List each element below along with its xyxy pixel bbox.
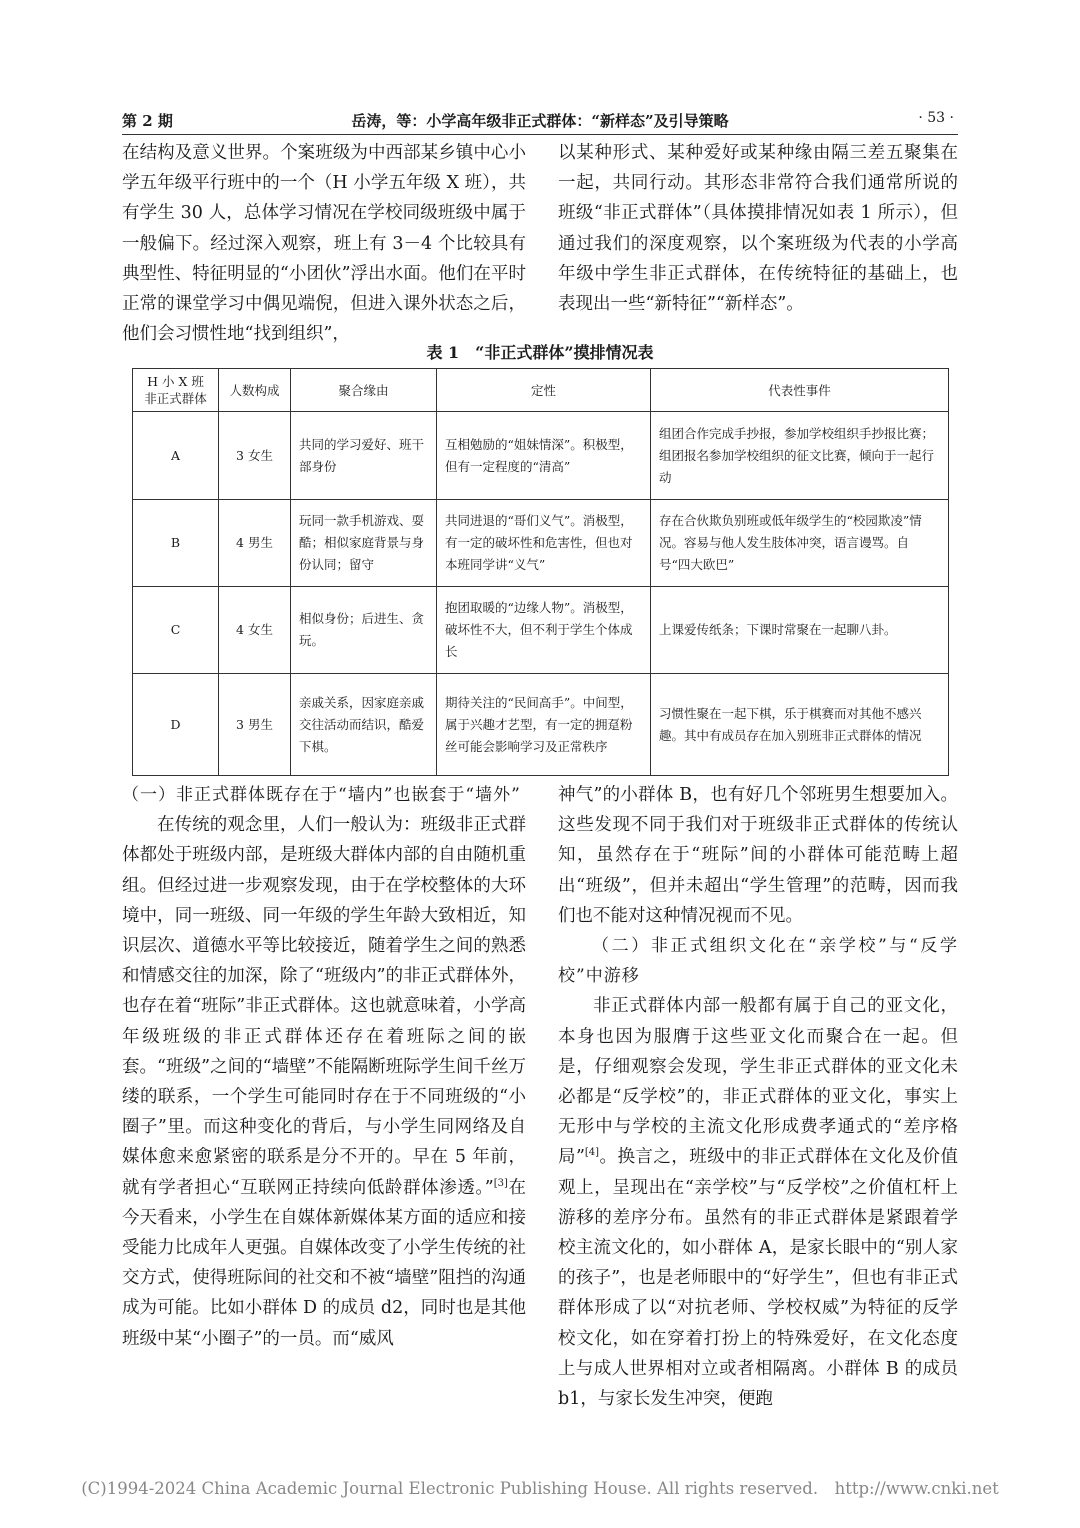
citation: [4]: [584, 1147, 600, 1159]
citation: [3]: [493, 1177, 508, 1189]
th-members: 人数构成: [219, 369, 291, 412]
cell-reason: 相似身份；后进生、贪玩。: [291, 587, 437, 674]
table-row: [133, 412, 949, 500]
para-text: 在今天看来，小学生在自媒体新媒体某方面的适应和接受能力比成年人更强。自媒体改变了小学生传统的社交方式，使得班际间的社交和不被“墙壁”阻挡的沟通成为可能。比如小群体 D 的成员 d2，同时也是其他班级中某“小圈子”的一员。而“威风: [122, 1177, 526, 1349]
table-row: [133, 500, 949, 587]
para-text: 。换言之，班级中的非正式群体在文化及价值观上，呈现出在“亲学校”与“反学校”之价值杠杆上游移的差序分布。虽然有的非正式群体是紧跟着学校主流文化的，如小群体 A，是家长眼中的“别人家的孩子”，也是老师眼中的“好学生”，但也有非正式群体形成了以“对抗老师、学校权威”为特征的反学校文化，如在穿着打扮上的特殊爱好，在文化态度上与成人世界相对立或者相隔离。小群体 B 的成员 b1，与家长发生冲突，便跑: [558, 1147, 959, 1410]
table-row: [133, 674, 949, 776]
cell-group: B: [133, 500, 219, 587]
body-right-column: [558, 780, 958, 1414]
cell-members: 3 男生: [219, 674, 291, 776]
cell-members: 4 男生: [219, 500, 291, 587]
para-text: 非正式群体内部一般都有属于自己的亚文化，本身也因为服膺于这些亚文化而聚合在一起。但是，仔细观察会发现，学生非正式群体的亚文化未必都是“反学校”的，非正式群体的亚文化，事实上无形中与学校的主流文化形成费孝通式的“差序格局”: [558, 996, 958, 1168]
top-right-column: [558, 138, 958, 319]
body-paragraph: [558, 991, 958, 1414]
section-heading-1: （一）非正式群体既存在于“墙内”也嵌套于“墙外”: [122, 785, 521, 805]
cell-events: 存在合伙欺负别班或低年级学生的“校园欺凌”情况。容易与他人发生肢体冲突，语言谩骂。自号“四大欧巴”: [651, 500, 949, 587]
issue-number: 第 2 期: [122, 112, 173, 130]
cell-events: 习惯性聚在一起下棋，乐于棋赛而对其他不感兴趣。其中有成员存在加入别班非正式群体的情况: [651, 674, 949, 776]
cell-reason: 亲戚关系，因家庭亲戚交往活动而结识，酷爱下棋。: [291, 674, 437, 776]
cell-nature: 互相勉励的“姐妹情深”。积极型，但有一定程度的“清高”: [437, 412, 651, 500]
cell-reason: 共同的学习爱好、班干部身份: [291, 412, 437, 500]
page-number: · 53 ·: [918, 110, 954, 126]
table-header-row: [133, 369, 949, 412]
cell-group: D: [133, 674, 219, 776]
cell-nature: 期待关注的“民间高手”。中间型，属于兴趣才艺型，有一定的拥趸粉丝可能会影响学习及正常秩序: [437, 674, 651, 776]
para-text: 在传统的观念里，人们一般认为：班级非正式群体都处于班级内部，是班级大群体内部的自由随机重组。但经过进一步观察发现，由于在学校整体的大环境中，同一班级、同一年级的学生年龄大致相近，知识层次、道德水平等比较接近，随着学生之间的熟悉和情感交往的加深，除了“班级内”的非正式群体外，也存在着“班际”非正式群体。这也就意味着，小学高年级班级的非正式群体还存在着班际之间的嵌套。“班级”之间的“墙壁”不能隔断班际学生间千丝万缕的联系，一个学生可能同时存在于不同班级的“小圈子”里。而这种变化的背后，与小学生同网络及自媒体愈来愈紧密的联系是分不开的。早在 5 年前，就有学者担心“互联网正持续向低龄群体渗透。”: [122, 815, 526, 1198]
body-paragraph: [122, 810, 526, 1354]
top-left-column: [122, 138, 526, 349]
cell-events: 上课爱传纸条；下课时常聚在一起聊八卦。: [651, 587, 949, 674]
cell-nature: 抱团取暖的“边缘人物”。消极型，破坏性不大，但不利于学生个体成长: [437, 587, 651, 674]
th-events: 代表性事件: [651, 369, 949, 412]
cell-members: 3 女生: [219, 412, 291, 500]
body-left-column: [122, 780, 526, 1354]
survey-table: [132, 368, 949, 776]
table-caption: 表 1 “非正式群体”摸排情况表: [426, 343, 654, 362]
cell-events: 组团合作完成手抄报，参加学校组织手抄报比赛；组团报名参加学校组织的征文比赛，倾向于一起行动: [651, 412, 949, 500]
running-header: [122, 108, 958, 135]
top-right-paragraph: 以某种形式、某种爱好或某种缘由隔三差五聚集在一起，共同行动。其形态非常符合我们通常所说的班级“非正式群体”（具体摸排情况如表 1 所示），但通过我们的深度观察，以个案班级为代表的小学高年级中学生非正式群体，在传统特征的基础上，也表现出一些“新特征”“新样态”。: [558, 143, 958, 315]
table-row: [133, 587, 949, 674]
cell-group: A: [133, 412, 219, 500]
th-nature: 定性: [437, 369, 651, 412]
section-heading-2: （二）非正式组织文化在“亲学校”与“反学校”中游移: [558, 936, 958, 987]
cell-reason: 玩同一款手机游戏、耍酷；相似家庭背景与身份认同；留守: [291, 500, 437, 587]
th-group: H 小 X 班非正式群体: [133, 369, 219, 412]
running-title: 岳涛，等：小学高年级非正式群体：“新样态”及引导策略: [351, 112, 729, 130]
th-reason: 聚合缘由: [291, 369, 437, 412]
top-left-paragraph: 在结构及意义世界。个案班级为中西部某乡镇中心小学五年级平行班中的一个（H 小学五年级 X 班），共有学生 30 人，总体学习情况在学校同级班级中属于一般偏下。经过深入观察，班上有 3－4 个比较具有典型性、特征明显的“小团伙”浮出水面。他们在平时正常的课堂学习中偶见端倪，但进入课外状态之后，他们会习惯性地“找到组织”，: [122, 143, 526, 345]
cell-group: C: [133, 587, 219, 674]
cell-members: 4 女生: [219, 587, 291, 674]
body-paragraph: 神气”的小群体 B，也有好几个邻班男生想要加入。这些发现不同于我们对于班级非正式群体的传统认知，虽然存在于“班际”间的小群体可能范畴上超出“班级”，但并未超出“学生管理”的范畴，因而我们也不能对这种情况视而不见。: [558, 785, 958, 926]
cell-nature: 共同进退的“哥们义气”。消极型，有一定的破坏性和危害性，但也对本班同学讲“义气”: [437, 500, 651, 587]
copyright-footer: (C)1994-2024 China Academic Journal Electronic Publishing House. All rights reserved. http://www.cnki.net: [81, 1479, 999, 1498]
